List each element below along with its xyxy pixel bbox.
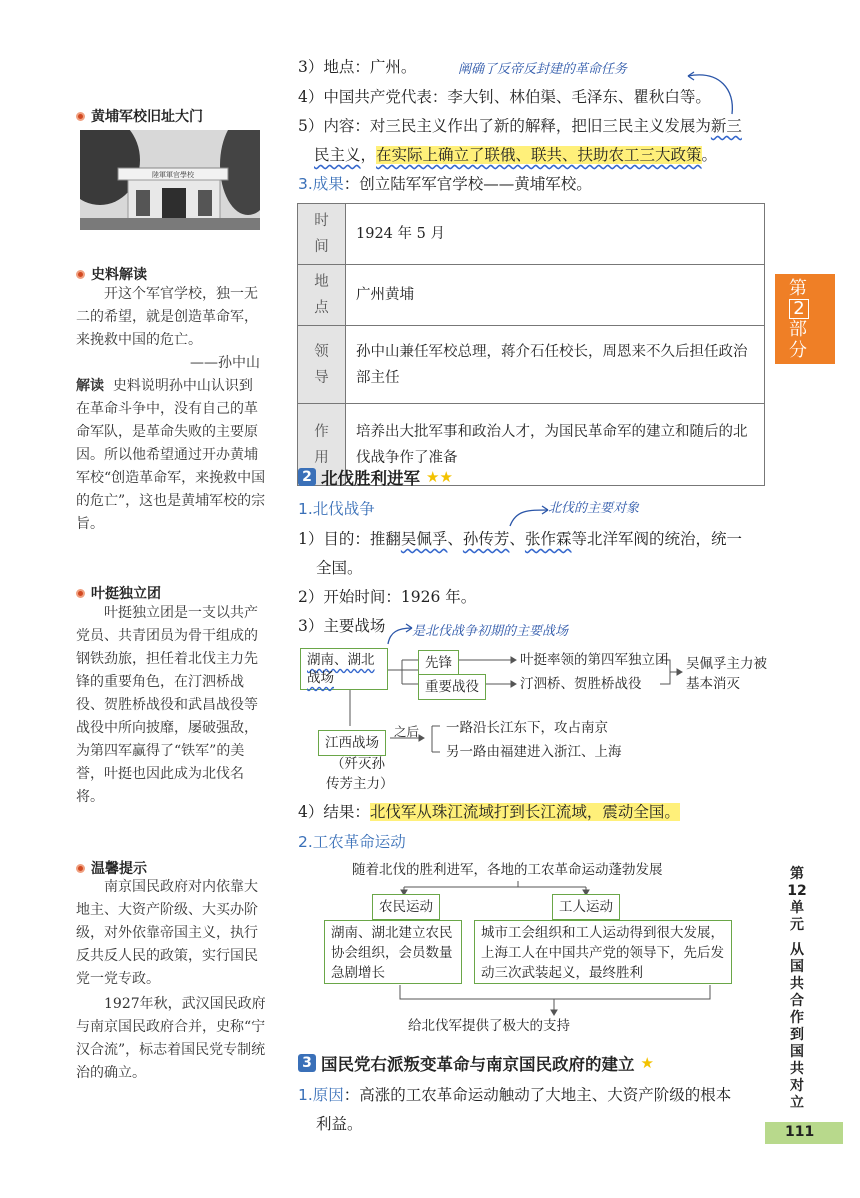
movement-bottom: 给北伐军提供了极大的支持	[408, 1018, 570, 1034]
handwritten-note-targets: 北伐的主要对象	[548, 501, 640, 516]
table-key: 地点	[298, 265, 346, 326]
after-label: 之后	[394, 724, 420, 739]
goal-text-cont: 等北洋军阀的统治，统一	[571, 530, 742, 548]
tip-title: 温馨提示	[76, 858, 147, 878]
peasant-movement-detail: 湖南、湖北建立农民协会组织，会员数量急剧增长	[324, 920, 462, 984]
result-label: 3.成果	[298, 175, 344, 193]
point-5-text: 5）内容：对三民主义作出了新的解释，把旧三民主义发展为	[298, 117, 711, 135]
hunan-hubei-battlefield	[300, 648, 388, 690]
result-4-label: 4）结果：	[298, 803, 370, 821]
vanguard-box: 先锋	[418, 650, 459, 676]
worker-movement-detail: 城市工会组织和工人运动得到很大发展，上海工人在中国共产党的领导下，先后发动三次武装起义，最终胜利	[474, 920, 732, 984]
unit-title: 从 国 共 合 作 到 国 共 对 立	[790, 942, 804, 1111]
gate-sign: 陸軍軍官學校	[152, 171, 194, 179]
table-key: 作用	[298, 404, 346, 486]
part-tab-char: 分	[789, 340, 807, 361]
unit-number: 第 12 单 元	[787, 866, 807, 933]
section-title: 国民党右派叛变革命与南京国民政府的建立	[321, 1055, 635, 1074]
section-number: 2	[298, 468, 316, 486]
point-5-content-cont	[314, 143, 717, 167]
goal-line	[298, 527, 742, 551]
warlord-sun: 孙传芳	[462, 530, 510, 548]
table-key: 领导	[298, 326, 346, 404]
table-value: 培养出大批军事和政治人才，为国民革命军的建立和随后的北伐战争作了准备	[346, 404, 765, 486]
route-fujian: 另一路由福建进入浙江、上海	[446, 744, 622, 760]
cause-line-cont: 利益。	[316, 1115, 363, 1133]
part-tab-char: 第	[789, 278, 807, 299]
star-icon: ★	[640, 1054, 654, 1072]
part-tab-number: 2	[789, 299, 809, 319]
result-4-highlight: 北伐军从珠江流域打到长江流域，震动全国。	[369, 803, 680, 821]
bullet-icon	[76, 112, 85, 121]
worker-movement-box: 工人运动	[552, 894, 620, 920]
table-key: 时间	[298, 204, 346, 265]
new-three-principles-cont: 民主义	[314, 146, 361, 164]
table-value: 孙中山兼任军校总理，蒋介石任校长，周恩来不久后担任政治部主任	[346, 326, 765, 404]
comma: ，	[360, 146, 377, 164]
wu-peifu-result: 吴佩孚主力被基本消灭	[686, 656, 767, 692]
table-value: 广州黄埔	[346, 265, 765, 326]
jiangxi-note: （歼灭孙传芳主力）	[326, 756, 394, 792]
point-3-location: 3）地点：广州。	[298, 58, 417, 76]
source-explain	[76, 375, 266, 536]
part-tab	[775, 274, 835, 364]
photo-caption: 黄埔军校旧址大门	[76, 106, 203, 126]
sep: 、	[509, 530, 525, 548]
yeting-title: 叶挺独立团	[76, 583, 161, 603]
point-4-delegates: 4）中国共产党代表：李大钊、林伯渠、毛泽东、瞿秋白等。	[298, 88, 711, 106]
key-battles-box: 重要战役	[418, 674, 486, 700]
movement-top: 随着北伐的胜利进军，各地的工农革命运动蓬勃发展	[352, 862, 663, 878]
source-title: 史料解读	[76, 264, 147, 284]
cause-text: ：高涨的工农革命运动触动了大地主、大资产阶级的根本	[343, 1086, 732, 1104]
source-author: ——孙中山	[190, 355, 260, 371]
section-3-heading	[298, 1051, 654, 1075]
route-east: 一路沿长江东下，攻占南京	[446, 720, 608, 736]
hunan-hubei-label: 湖南、湖北战场	[307, 652, 375, 686]
handwritten-note-task: 阐确了反帝反封建的革命任务	[458, 62, 628, 77]
result-text: ：创立陆军军官学校——黄埔军校。	[343, 175, 592, 193]
part-tab-char: 部	[789, 319, 807, 340]
goal-line-cont: 全国。	[316, 559, 363, 577]
vanguard-detail: 叶挺率领的第四军独立团	[520, 652, 669, 668]
source-label: 解读	[76, 378, 104, 394]
table-value: 1924 年 5 月	[346, 204, 765, 265]
period: 。	[701, 146, 718, 164]
table-row	[298, 265, 765, 326]
bullet-icon	[76, 270, 85, 279]
sep: 、	[447, 530, 463, 548]
section-title: 北伐胜利进军	[321, 469, 420, 488]
result-line	[298, 172, 592, 196]
start-time: 2）开始时间：1926 年。	[298, 588, 477, 606]
tip-paragraph-1: 南京国民政府对内依靠大地主、大资产阶级、大买办阶级，对外依靠帝国主义，执行反共反人民的政策，实行国民党一党专政。	[76, 879, 258, 987]
result-4	[298, 800, 680, 824]
star-icon: ★★	[426, 468, 453, 486]
source-explain-text: 史料说明孙中山认识到在革命斗争中，没有自己的革命军队，是革命失败的主要原因。所以他希望通过开办黄埔军校“创造革命军，来挽救中国的危亡”，这也是黄埔军校的宗旨。	[76, 378, 266, 532]
key-battles-detail: 汀泗桥、贺胜桥战役	[520, 676, 642, 692]
jiangxi-battlefield: 江西战场	[318, 730, 386, 756]
bullet-icon	[76, 864, 85, 873]
table-row	[298, 204, 765, 265]
warlord-wu: 吴佩孚	[400, 530, 448, 548]
main-battlefields: 3）主要战场	[298, 617, 386, 635]
huangpu-info-table	[297, 203, 765, 486]
point-5-content	[298, 114, 742, 138]
peasant-movement-box: 农民运动	[372, 894, 440, 920]
subsection-worker-peasant: 2.工农革命运动	[298, 833, 406, 851]
three-policies-highlight: 在实际上确立了联俄、联共、扶助农工三大政策	[376, 146, 702, 164]
source-quote: 开这个军官学校，独一无二的希望，就是创造革命军，来挽救中国的危亡。	[76, 286, 258, 348]
section-2-heading	[298, 465, 453, 489]
new-three-principles: 新三	[710, 117, 742, 135]
table-row	[298, 326, 765, 404]
handwritten-note-battle: 是北伐战争初期的主要战场	[412, 624, 569, 639]
bullet-icon	[76, 589, 85, 598]
cause-line	[298, 1083, 731, 1107]
tip-paragraph-2: 1927年秋，武汉国民政府与南京国民政府合并，史称“宁汉合流”，标志着国民党专制统治的确立。	[76, 996, 266, 1081]
goal-text: 1）目的：推翻	[298, 530, 401, 548]
subsection-northern-expedition: 1.北伐战争	[298, 500, 375, 518]
huangpu-gate-photo	[80, 130, 260, 230]
section-number: 3	[298, 1054, 316, 1072]
yeting-text: 叶挺独立团是一支以共产党员、共青团员为骨干组成的钢铁劲旅，担任着北伐主力先锋的重要角色，在汀泗桥战役、贺胜桥战役和武昌战役等战役中所向披靡，屡破强敌，为第四军赢得了“铁军”的美誉，叶挺也因此成为北伐名将。	[76, 605, 258, 805]
warlord-zhang: 张作霖	[524, 530, 572, 548]
page-number: 111	[765, 1122, 843, 1144]
cause-label: 1.原因	[298, 1086, 344, 1104]
